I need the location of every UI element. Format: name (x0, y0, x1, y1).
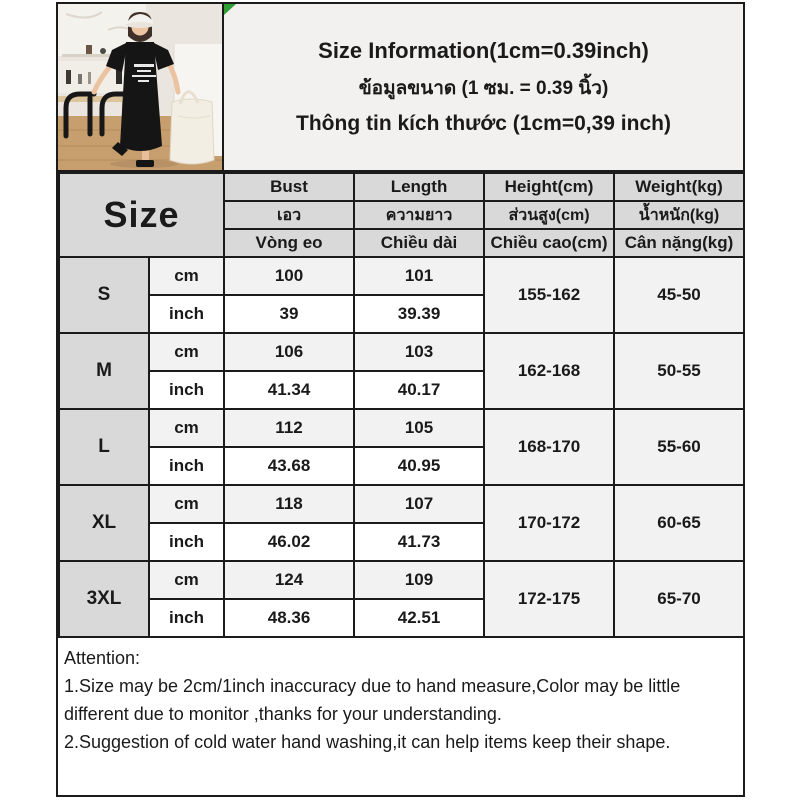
bust-inch-s: 39 (224, 295, 354, 333)
col-header-weight-en: Weight(kg) (614, 173, 744, 201)
row-xl-cm (59, 485, 744, 523)
unit-inch-l: inch (149, 447, 224, 485)
size-chart-content (56, 2, 745, 797)
size-label-3xl: 3XL (59, 561, 149, 637)
height-l: 168-170 (484, 409, 614, 485)
bust-inch-l: 43.68 (224, 447, 354, 485)
length-inch-m: 40.17 (354, 371, 484, 409)
col-header-weight-th: น้ำหนัก(kg) (614, 201, 744, 229)
unit-inch-s: inch (149, 295, 224, 333)
attention-note-2: 2.Suggestion of cold water hand washing,it can help items keep their shape. (64, 732, 671, 752)
header-row-en (59, 173, 744, 201)
bust-inch-3xl: 48.36 (224, 599, 354, 637)
col-header-length-th: ความยาว (354, 201, 484, 229)
size-label-s: S (59, 257, 149, 333)
col-header-height-vi: Chiều cao(cm) (484, 229, 614, 257)
height-s: 155-162 (484, 257, 614, 333)
title-english: Size Information(1cm=0.39inch) (318, 38, 649, 63)
col-header-height-th: ส่วนสูง(cm) (484, 201, 614, 229)
height-3xl: 172-175 (484, 561, 614, 637)
length-inch-s: 39.39 (354, 295, 484, 333)
length-cm-l: 105 (354, 409, 484, 447)
weight-3xl: 65-70 (614, 561, 744, 637)
weight-xl: 60-65 (614, 485, 744, 561)
top-band (58, 4, 743, 172)
title-thai: ข้อมูลขนาด (1 ซม. = 0.39 นิ้ว) (358, 78, 609, 99)
unit-cm-3xl: cm (149, 561, 224, 599)
title-vietnamese: Thông tin kích thước (1cm=0,39 inch) (296, 112, 671, 135)
size-label-l: L (59, 409, 149, 485)
length-cm-m: 103 (354, 333, 484, 371)
col-header-height-en: Height(cm) (484, 173, 614, 201)
weight-m: 50-55 (614, 333, 744, 409)
product-photo-illustration (58, 4, 222, 170)
length-inch-xl: 41.73 (354, 523, 484, 561)
length-inch-3xl: 42.51 (354, 599, 484, 637)
length-cm-3xl: 109 (354, 561, 484, 599)
bust-cm-xl: 118 (224, 485, 354, 523)
unit-cm-m: cm (149, 333, 224, 371)
unit-inch-xl: inch (149, 523, 224, 561)
tote-bag (170, 92, 214, 164)
col-header-bust-en: Bust (224, 173, 354, 201)
size-label-m: M (59, 333, 149, 409)
unit-cm-xl: cm (149, 485, 224, 523)
bust-cm-3xl: 124 (224, 561, 354, 599)
bust-cm-s: 100 (224, 257, 354, 295)
product-photo (58, 4, 224, 170)
bust-cm-l: 112 (224, 409, 354, 447)
col-header-length-en: Length (354, 173, 484, 201)
bust-inch-m: 41.34 (224, 371, 354, 409)
length-inch-l: 40.95 (354, 447, 484, 485)
size-label-xl: XL (59, 485, 149, 561)
length-cm-xl: 107 (354, 485, 484, 523)
col-header-bust-vi: Vòng eo (224, 229, 354, 257)
attention-notes (58, 638, 743, 756)
unit-inch-m: inch (149, 371, 224, 409)
title-block (224, 4, 743, 170)
col-header-weight-vi: Cân nặng(kg) (614, 229, 744, 257)
attention-note-1: 1.Size may be 2cm/1inch inaccuracy due to hand measure,Color may be little different due to monitor ,thanks for your understanding. (64, 676, 681, 724)
unit-cm-l: cm (149, 409, 224, 447)
size-header-cell: Size (59, 173, 224, 257)
unit-cm-s: cm (149, 257, 224, 295)
green-corner-marker (224, 4, 236, 15)
height-m: 162-168 (484, 333, 614, 409)
unit-inch-3xl: inch (149, 599, 224, 637)
row-3xl-cm (59, 561, 744, 599)
attention-heading: Attention: (64, 648, 141, 668)
row-m-cm (59, 333, 744, 371)
col-header-length-vi: Chiều dài (354, 229, 484, 257)
weight-s: 45-50 (614, 257, 744, 333)
weight-l: 55-60 (614, 409, 744, 485)
row-s-cm (59, 257, 744, 295)
bust-cm-m: 106 (224, 333, 354, 371)
row-l-cm (59, 409, 744, 447)
length-cm-s: 101 (354, 257, 484, 295)
size-table (58, 172, 745, 638)
bust-inch-xl: 46.02 (224, 523, 354, 561)
height-xl: 170-172 (484, 485, 614, 561)
col-header-bust-th: เอว (224, 201, 354, 229)
